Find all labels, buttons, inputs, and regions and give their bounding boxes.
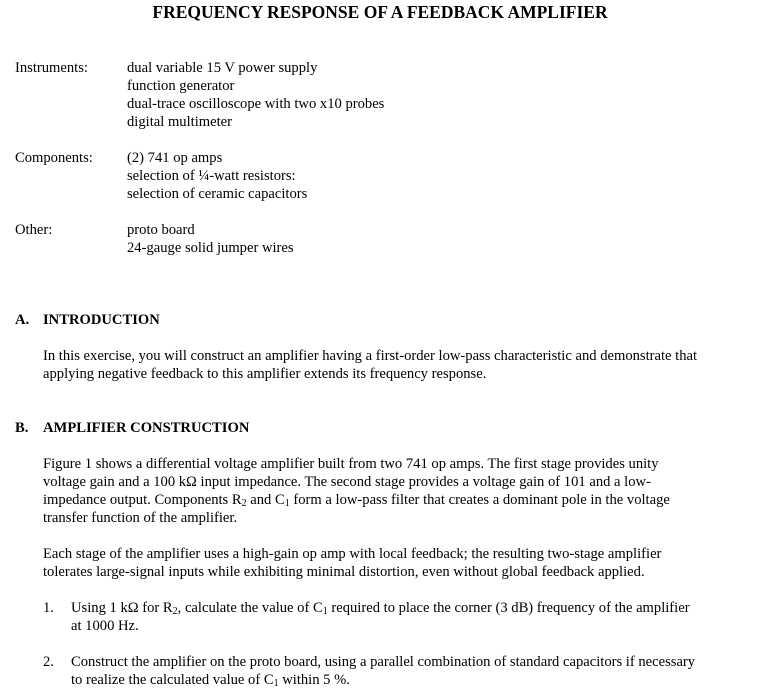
paragraph-line: voltage gain and a 100 kΩ input impedance. The second stage provides a voltage gain of 101 and a low- — [43, 474, 651, 490]
section-title: INTRODUCTION — [43, 312, 160, 328]
section-a-heading — [15, 311, 160, 329]
section-title: AMPLIFIER CONSTRUCTION — [43, 420, 250, 436]
list-item: function generator — [127, 78, 235, 94]
paragraph-line: impedance output. Components $R_2$ and $C_1$ form a low-pass filter that creates a dominant pole in the voltage — [43, 492, 670, 509]
paragraph-line: applying negative feedback to this amplifier extends its frequency response. — [43, 366, 487, 382]
list-item: dual-trace oscilloscope with two x10 probes — [127, 96, 385, 112]
list-item: 24-gauge solid jumper wires — [127, 240, 294, 256]
other-list — [127, 221, 294, 257]
list-item: proto board — [127, 222, 195, 238]
intro-paragraph — [43, 347, 753, 383]
list-item: selection of ¼-watt resistors: — [127, 168, 296, 184]
other-label: Other: — [15, 222, 53, 238]
components-label: Components: — [15, 150, 93, 166]
list-item: digital multimeter — [127, 114, 232, 130]
paragraph-line: transfer function of the amplifier. — [43, 510, 238, 526]
instruments-label: Instruments: — [15, 60, 88, 76]
section-number: B. — [15, 420, 29, 436]
section-b-heading — [15, 419, 249, 437]
list-item: selection of ceramic capacitors — [127, 186, 308, 202]
paragraph-line: Each stage of the amplifier uses a high-gain op amp with local feedback; the resulting two-stage amplifier — [43, 546, 662, 562]
paragraph-line: In this exercise, you will construct an amplifier having a first-order low-pass characteristic and demonstrate that — [43, 348, 698, 364]
components-list — [127, 149, 307, 203]
construction-paragraph-2 — [43, 545, 753, 581]
list-item: (2) 741 op amps — [127, 150, 223, 166]
section-number: A. — [15, 312, 30, 328]
construction-paragraph-1 — [43, 455, 753, 527]
step-number: 1. — [43, 600, 54, 616]
step-text: Construct the amplifier on the proto board, using a parallel combination of standard capacitors if necessary to realize the calculated value of $C_1$ within 5 %. — [71, 654, 696, 689]
step-number: 2. — [43, 654, 54, 670]
paragraph-line: Figure 1 shows a differential voltage amplifier built from two 741 op amps. The first stage provides unity — [43, 456, 659, 472]
paragraph-line: tolerates large-signal inputs while exhibiting minimal distortion, even without global feedback applied. — [43, 564, 645, 580]
page-title: FREQUENCY RESPONSE OF A FEEDBACK AMPLIFIER — [152, 2, 608, 22]
step-text: Using 1 kΩ for $R_2$, calculate the value of $C_1$ required to place the corner (3 dB) frequency of the amplifier at 1000 Hz. — [71, 600, 690, 634]
list-item: dual variable 15 V power supply — [127, 60, 318, 76]
instruments-list — [127, 59, 384, 131]
